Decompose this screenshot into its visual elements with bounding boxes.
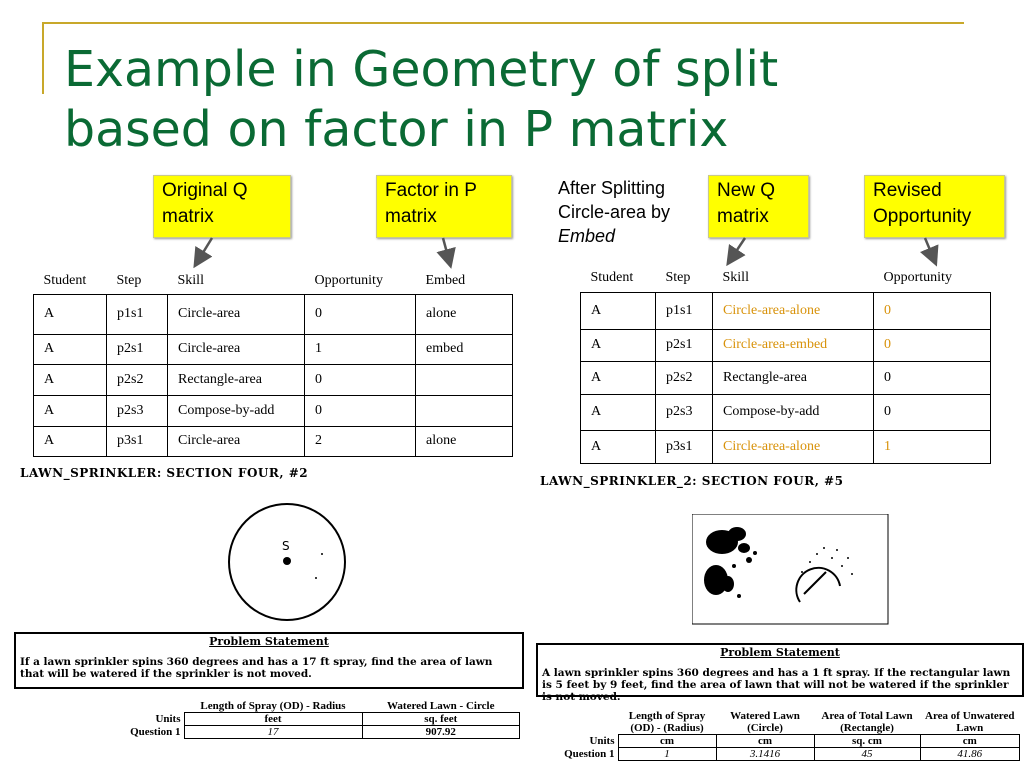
table-row: A p2s1 Circle-area-embed 0 [581,329,991,361]
left-answer-table: Length of Spray (OD) - Radius Watered Lawn - Circle Units feet sq. feet Question 1 17 907.92 [110,700,520,739]
problem-text: A lawn sprinkler spins 360 degrees and has a 1 ft spray. If the rectangular lawn is 5 feet by 9 feet, find the area of lawn that will not be watered if the sprinkler is not moved. [542,667,1011,703]
table-header-row: Student Step Skill Opportunity Embed [43,272,466,288]
left-problem-statement [14,632,524,689]
callout-original-q-matrix: Original Q matrix [153,175,291,238]
callout-factor-in-p-matrix: Factor in P matrix [376,175,512,238]
title-line-2: based on factor in P matrix [64,101,729,158]
problem-text: If a lawn sprinkler spins 360 degrees and has a 17 ft spray, find the area of lawn that will be watered if the sprinkler is not moved. [20,656,493,680]
arrow-factor-p [443,238,450,264]
right-section-title: LAWN_SPRINKLER_2: SECTION FOUR, #5 [540,474,844,488]
left-data-table [33,268,513,457]
callout-revised-opportunity: Revised Opportunity [864,175,1005,238]
table-row: A p2s2 Rectangle-area 0 [34,364,513,395]
left-section-title: LAWN_SPRINKLER: SECTION FOUR, #2 [20,466,309,480]
sprinkler-lawn-diagram [692,514,890,626]
table-row: A p1s1 Circle-area 0 alone [34,294,513,334]
callout-new-q-matrix: New Q matrix [708,175,809,238]
problem-heading: Problem Statement [720,646,840,659]
sprinkler-circle-diagram [220,500,360,625]
right-data-table [580,264,991,464]
table-row: A p2s1 Circle-area 1 embed [34,334,513,364]
table-row: A p1s1 Circle-area-alone 0 [581,292,991,329]
table-row: A p3s1 Circle-area 2 alone [34,426,513,456]
table-header-row: Student Step Skill Opportunity [590,269,952,285]
table-row: A p2s3 Compose-by-add 0 [34,395,513,426]
sprinkler-label: S [282,539,290,553]
table-row: A p2s3 Compose-by-add 0 [581,394,991,430]
arrow-original-q [196,238,212,264]
arrow-revised [925,238,935,262]
title-line-1: Example in Geometry of split [64,41,779,98]
arrow-new-q [729,238,745,262]
right-problem-statement [536,643,1024,703]
problem-heading: Problem Statement [209,635,329,648]
right-answer-table: Length of Spray (OD) - (Radius) Watered Lawn (Circle) Area of Total Lawn (Rectangle) Area of Unwatered Lawn Units cm cm sq. cm cm Question 1 1 3.1416 45 41.86 [558,710,1020,761]
table-row: A p2s2 Rectangle-area 0 [581,361,991,394]
table-row: A p3s1 Circle-area-alone 1 [581,430,991,463]
after-splitting-note: After Splitting Circle-area by Embed [558,178,671,246]
